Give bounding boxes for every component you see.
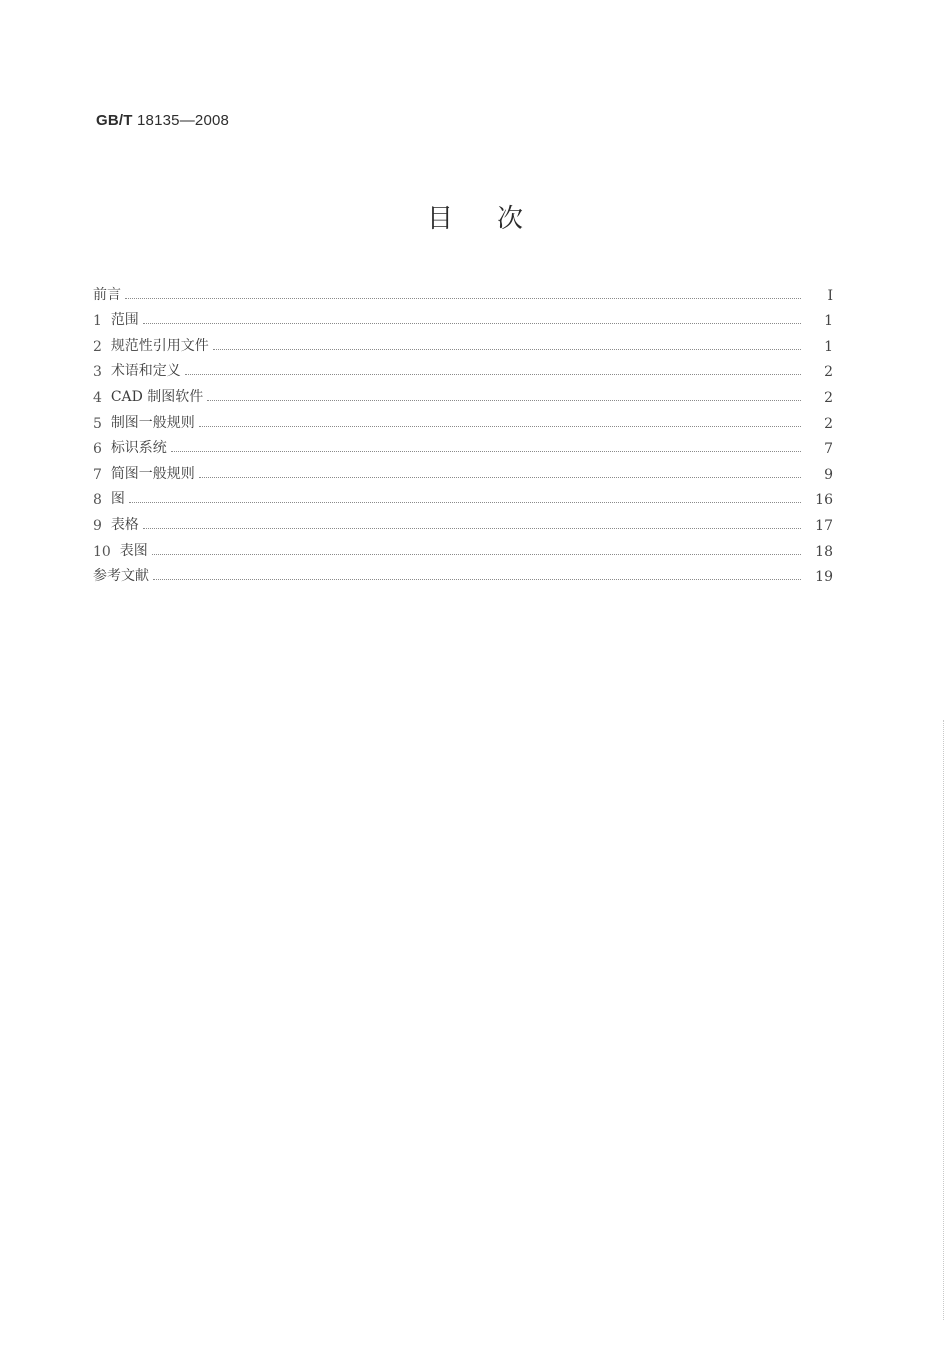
standard-code: GB/T: [96, 112, 133, 129]
toc-leader-dots: [143, 322, 801, 324]
toc-entry-number: 4: [93, 389, 111, 406]
page-title: 目次: [426, 204, 567, 234]
toc-entry-page: 2: [824, 364, 833, 381]
toc-entry-page: 2: [824, 389, 833, 406]
toc-leader-dots: [143, 527, 801, 529]
toc-entry-number: 5: [93, 415, 111, 432]
toc-leader-dots: [185, 373, 801, 375]
toc-entry-label: 制图一般规则: [110, 414, 195, 431]
toc-entry-page: 7: [824, 441, 833, 458]
toc-entry-label: 简图一般规则: [110, 465, 195, 482]
toc-entry-number: 3: [93, 364, 111, 381]
toc-leader-dots: [199, 476, 801, 478]
toc-leader-dots: [213, 348, 801, 350]
toc-leader-dots: [199, 425, 801, 427]
toc-entry-number: 9: [93, 517, 111, 534]
toc-leader-dots: [129, 501, 801, 503]
toc-entry-page: I: [827, 287, 833, 304]
toc-entry-number: 10: [93, 543, 120, 560]
toc-entry-label: 规范性引用文件: [110, 337, 209, 354]
toc-leader-dots: [152, 553, 801, 555]
toc-entry-label: 图: [110, 491, 125, 508]
toc-leader-dots: [207, 399, 801, 401]
standard-header: [96, 112, 229, 129]
toc-entry-page: 16: [815, 492, 833, 509]
toc-entry-page: 18: [815, 543, 833, 560]
standard-number: 18135—2008: [137, 112, 230, 129]
toc-entry-tables[interactable]: [93, 508, 833, 534]
toc-entry-page: 17: [815, 517, 833, 534]
toc-entry-table-diagrams[interactable]: [93, 534, 833, 560]
toc-entry-page: 1: [824, 338, 833, 355]
toc-entry-terms-definitions[interactable]: [93, 355, 833, 381]
toc-entry-page: 9: [824, 466, 833, 483]
toc-entry-label: 术语和定义: [110, 363, 181, 380]
toc-entry-page: 2: [824, 415, 833, 432]
toc-entry-identification-system[interactable]: [93, 432, 833, 458]
toc-entry-cad-software[interactable]: [93, 380, 833, 406]
toc-leader-dots: [171, 450, 801, 452]
toc-entry-bibliography[interactable]: [93, 560, 833, 586]
toc-entry-number: 1: [93, 313, 111, 330]
toc-entry-drawings[interactable]: [93, 483, 833, 509]
toc-entry-number: 7: [93, 466, 111, 483]
toc-entry-diagram-rules[interactable]: [93, 457, 833, 483]
toc-leader-dots: [125, 297, 801, 299]
toc-entry-number: 8: [93, 492, 111, 509]
toc-entry-drawing-rules[interactable]: [93, 406, 833, 432]
toc-entry-number: 2: [93, 338, 111, 355]
toc-entry-scope[interactable]: [93, 304, 833, 330]
toc-entry-label: 表格: [110, 516, 139, 533]
toc-entry-label: 参考文献: [93, 568, 149, 585]
toc-entry-page: 1: [824, 313, 833, 330]
scan-edge-mark: [941, 720, 944, 1320]
toc-entry-foreword[interactable]: [93, 278, 833, 304]
toc-entry-label: 标识系统: [110, 440, 167, 457]
toc-entry-label: 范围: [110, 312, 139, 329]
toc-entry-page: 19: [815, 569, 833, 586]
toc-entry-normative-references[interactable]: [93, 329, 833, 355]
toc-entry-number: 6: [93, 441, 111, 458]
toc-entry-label: CAD 制图软件: [110, 388, 204, 405]
toc-leader-dots: [153, 578, 801, 580]
table-of-contents: [93, 278, 833, 585]
toc-entry-label: 前言: [93, 286, 121, 303]
toc-entry-label: 表图: [119, 542, 148, 559]
